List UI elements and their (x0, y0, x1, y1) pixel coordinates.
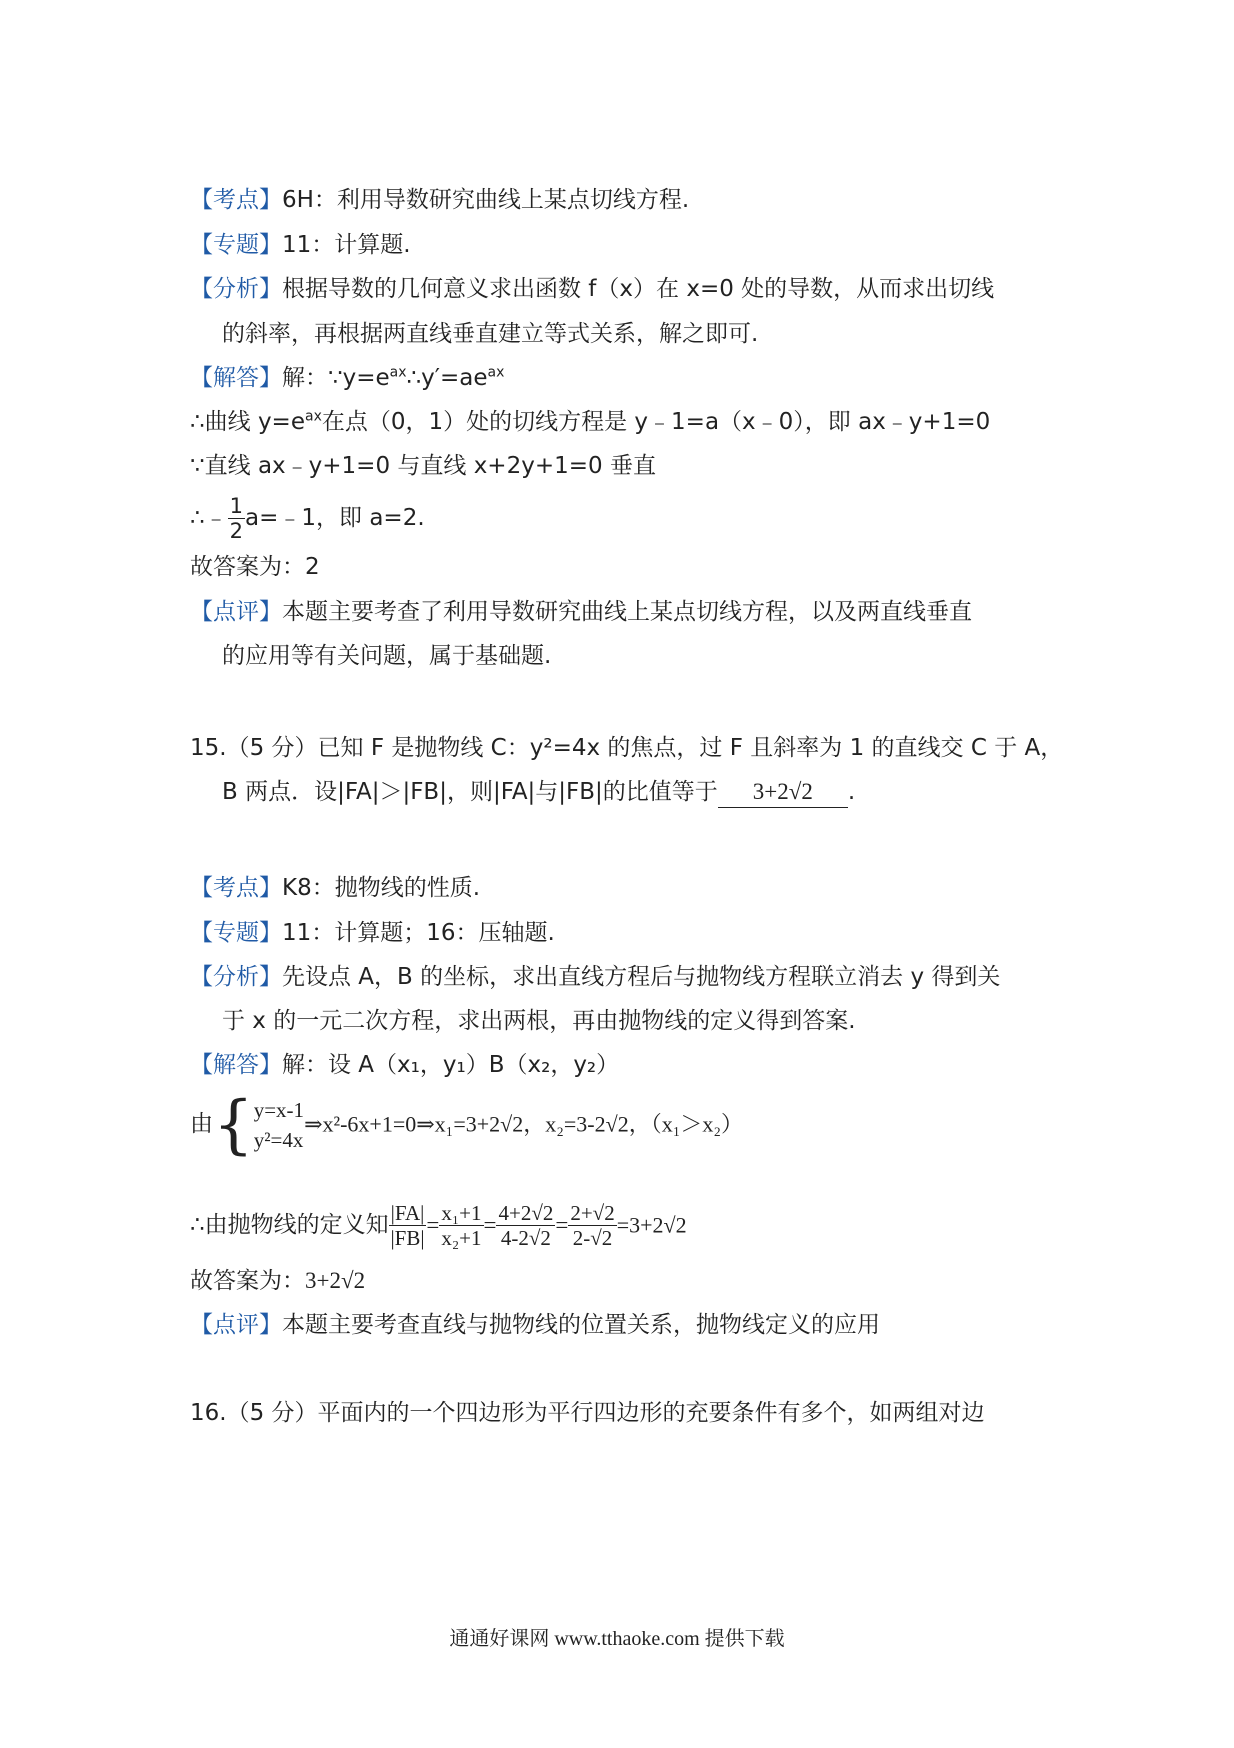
page-footer: 通通好课网 www.tthaoke.com 提供下载 (449, 1628, 785, 1650)
q14-dianping-text-1: 本题主要考查了利用导数研究曲线上某点切线方程，以及两直线垂直 (282, 599, 972, 625)
q15-eq-2: = (483, 1212, 497, 1238)
q15-answer-a: 故答案为： (190, 1268, 305, 1294)
q15-kaodian (190, 873, 480, 903)
q15-dianping (190, 1310, 880, 1340)
jieda-tag: 【解答】 (190, 365, 282, 391)
q14-jieda-text-a: 解：∵y=e (282, 365, 390, 391)
q15-f4-den: 2-√2 (572, 1226, 613, 1250)
q14-fenxi-cont: 的斜率，再根据两直线垂直建立等式关系，解之即可. (222, 321, 759, 347)
q15-frac-2 (439, 1201, 483, 1250)
q14-zhuanti (190, 230, 411, 260)
q14-kaodian (190, 185, 689, 215)
q14-fraction (228, 494, 245, 543)
q15-def-end: =3+2√2 (616, 1212, 687, 1238)
q14-answer: 故答案为：2 (190, 554, 320, 580)
q15-eq-3: = (555, 1212, 569, 1238)
q15-stem-2 (222, 777, 855, 808)
q15-jieda-text: 解：设 A（x₁，y₁）B（x₂，y₂） (282, 1052, 620, 1078)
kaodian-tag: 【考点】 (190, 187, 282, 213)
q15-sys-1: y=x-1 (253, 1097, 305, 1122)
q15-stem-1: 15.（5 分）已知 F 是抛物线 C：y²=4x 的焦点，过 F 且斜率为 1 的直线交 C 于 A， (190, 735, 1064, 761)
q15-sys-rest: ⇒x²-6x+1=0⇒x₁=3+2√2，x₂=3-2√2，（x₁＞x₂） (304, 1111, 744, 1137)
q15-eq-1: = (426, 1212, 440, 1238)
q15-kaodian-text: K8：抛物线的性质. (282, 875, 481, 901)
q15-frac-4 (568, 1201, 616, 1250)
q15-f3-den: 4-2√2 (500, 1226, 551, 1250)
kaodian-tag: 【考点】 (190, 875, 282, 901)
q14-frac-den: 2 (229, 519, 244, 543)
q14-line-2 (190, 407, 990, 437)
q15-fenxi (190, 962, 1000, 992)
left-brace: { (213, 1087, 254, 1162)
fenxi-tag: 【分析】 (190, 276, 282, 302)
q14-line2-a: ∴曲线 y=e (190, 409, 305, 435)
q15-f2-num: x₁+1 (441, 1201, 482, 1225)
q14-jieda (190, 363, 504, 393)
q14-line4-b: a=﹣1，即 a=2. (245, 505, 425, 531)
q14-line2-b: 在点（0，1）处的切线方程是 y﹣1=a（x﹣0），即 ax﹣y+1=0 (321, 409, 991, 435)
q15-f1-num: |FA| (390, 1201, 425, 1225)
q15-answer-b: 3+2√2 (305, 1268, 366, 1293)
q15-zhuanti (190, 918, 555, 948)
q15-sys-2: y²=4x (253, 1127, 304, 1152)
q14-line-3: ∵直线 ax﹣y+1=0 与直线 x+2y+1=0 垂直 (190, 453, 656, 479)
dianping-tag: 【点评】 (190, 599, 282, 625)
fenxi-tag: 【分析】 (190, 964, 282, 990)
q15-system-line (190, 1087, 744, 1162)
q15-dianping-text: 本题主要考查直线与抛物线的位置关系，抛物线定义的应用 (282, 1312, 880, 1338)
q15-f3-num: 4+2√2 (498, 1201, 554, 1225)
dianping-tag: 【点评】 (190, 1312, 282, 1338)
q15-answer (190, 1266, 365, 1296)
q15-stem-2b: . (847, 779, 856, 805)
q14-dianping (190, 597, 972, 627)
q15-f1-den: |FB| (390, 1226, 425, 1250)
q15-jieda (190, 1050, 619, 1080)
q14-fenxi-text-1: 根据导数的几何意义求出函数 f（x）在 x=0 处的导数，从而求出切线 (282, 276, 995, 302)
q14-dianping-cont: 的应用等有关问题，属于基础题. (222, 643, 552, 669)
jieda-tag: 【解答】 (190, 1052, 282, 1078)
q14-fenxi (190, 274, 994, 304)
q15-f4-num: 2+√2 (570, 1201, 615, 1225)
q15-you: 由 (190, 1111, 213, 1137)
q14-sup-2: ax (487, 364, 505, 381)
q14-frac-num: 1 (229, 494, 244, 518)
q15-stem-2a: B 两点．设|FA|＞|FB|，则|FA|与|FB|的比值等于 (222, 779, 718, 805)
q15-fenxi-cont: 于 x 的一元二次方程，求出两根，再由抛物线的定义得到答案. (222, 1008, 856, 1034)
q15-def-a: ∴由抛物线的定义知 (190, 1212, 389, 1238)
q15-zhuanti-text: 11：计算题；16：压轴题. (282, 920, 555, 946)
q14-zhuanti-text: 11：计算题. (282, 232, 411, 258)
zhuanti-tag: 【专题】 (190, 920, 282, 946)
q15-definition-line (190, 1195, 687, 1256)
q15-f2-den: x₂+1 (441, 1226, 482, 1250)
q16-stem-1: 16.（5 分）平面内的一个四边形为平行四边形的充要条件有多个，如两组对边 (190, 1400, 985, 1426)
q15-frac-3 (496, 1201, 555, 1250)
q14-jieda-text-b: ∴y′=ae (406, 365, 488, 391)
q14-sup-1: ax (389, 364, 407, 381)
q14-sup-3: ax (304, 408, 322, 425)
q14-line-4 (190, 494, 425, 543)
q15-answer-blank: 3+2√2 (718, 777, 848, 808)
q15-frac-1 (389, 1201, 427, 1250)
q14-line4-a: ∴﹣ (190, 505, 228, 531)
q15-fenxi-text-1: 先设点 A，B 的坐标，求出直线方程后与抛物线方程联立消去 y 得到关 (282, 964, 1001, 990)
q14-kaodian-text: 6H：利用导数研究曲线上某点切线方程. (282, 187, 690, 213)
q15-system (254, 1095, 304, 1155)
zhuanti-tag: 【专题】 (190, 232, 282, 258)
